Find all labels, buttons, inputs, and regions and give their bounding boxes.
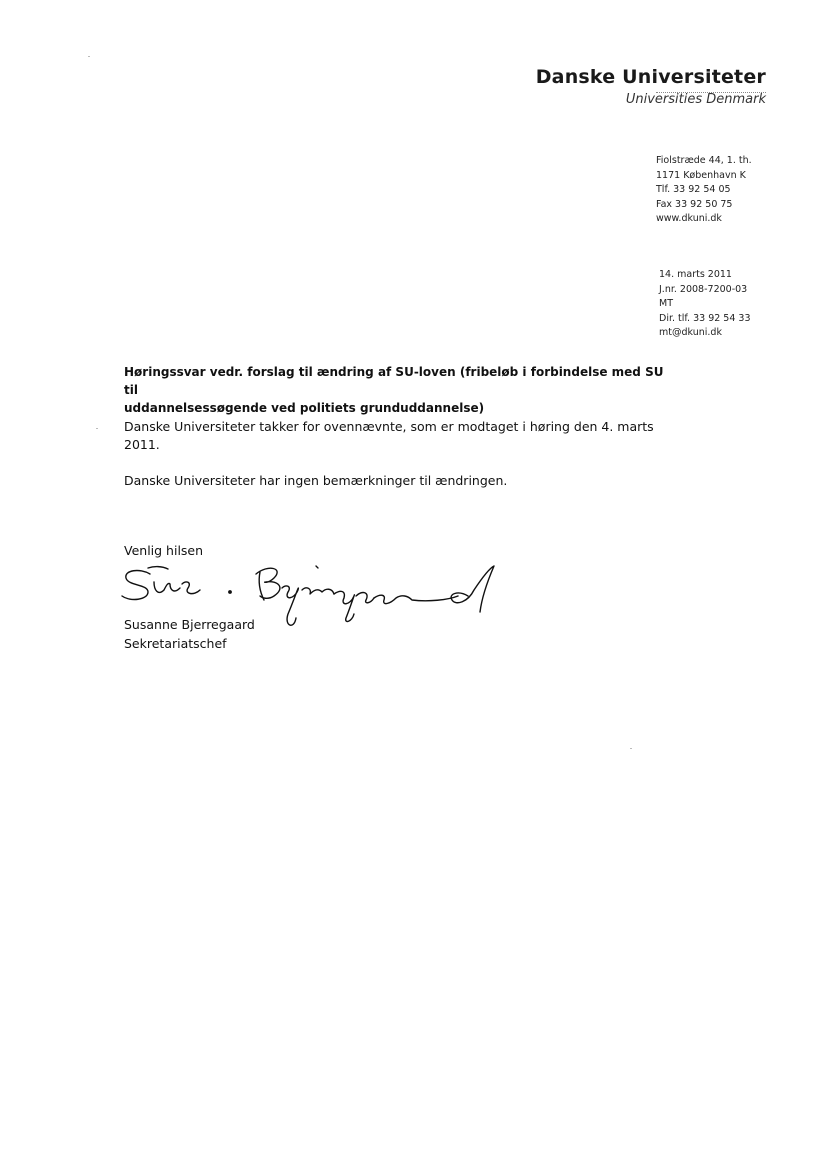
- closing-salutation: Venlig hilsen: [124, 543, 204, 558]
- organization-english-name: Universities Denmark: [625, 92, 766, 107]
- address-street: Fiolstræde 44, 1. th.: [656, 155, 752, 166]
- body-paragraph-1: [124, 418, 664, 454]
- paragraph-1-line-2: 2011.: [124, 437, 160, 452]
- address-fax: Fax 33 92 50 75: [656, 198, 733, 210]
- journal-number: J.nr. 2008-7200-03: [659, 283, 748, 295]
- address-city: 1171 København K: [656, 169, 746, 181]
- scan-speck: [96, 428, 98, 429]
- organization-name: Danske Universiteter: [535, 66, 766, 88]
- paragraph-1-line-1: Danske Universiteter takker for ovennævnte, som er modtaget i høring den 4. marts: [124, 419, 654, 434]
- direct-phone: Dir. tlf. 33 92 54 33: [659, 312, 751, 324]
- scan-speck: [88, 56, 90, 57]
- body-paragraph-2: Danske Universiteter har ingen bemærkninger til ændringen.: [124, 473, 508, 488]
- scan-speck: [630, 748, 632, 749]
- address-website: www.dkuni.dk: [656, 213, 722, 224]
- subject-line-2: uddannelsessøgende ved politiets grunduddannelse): [124, 401, 485, 415]
- signer-name: Susanne Bjerregaard: [124, 617, 255, 632]
- author-initials: MT: [659, 298, 673, 309]
- author-email: mt@dkuni.dk: [659, 327, 722, 338]
- signer-block: [124, 615, 664, 653]
- letterhead-logo: [536, 66, 766, 107]
- letter-meta-block: [659, 268, 751, 341]
- letter-subject: [124, 363, 664, 417]
- sender-address-block: [656, 154, 752, 227]
- letter-date: 14. marts 2011: [659, 269, 732, 280]
- logo-divider: [656, 92, 766, 93]
- signer-title: Sekretariatschef: [124, 636, 227, 651]
- address-phone: Tlf. 33 92 54 05: [656, 184, 731, 195]
- subject-line-1: Høringssvar vedr. forslag til ændring af SU-loven (fribeløb i forbindelse med SU til: [124, 365, 664, 397]
